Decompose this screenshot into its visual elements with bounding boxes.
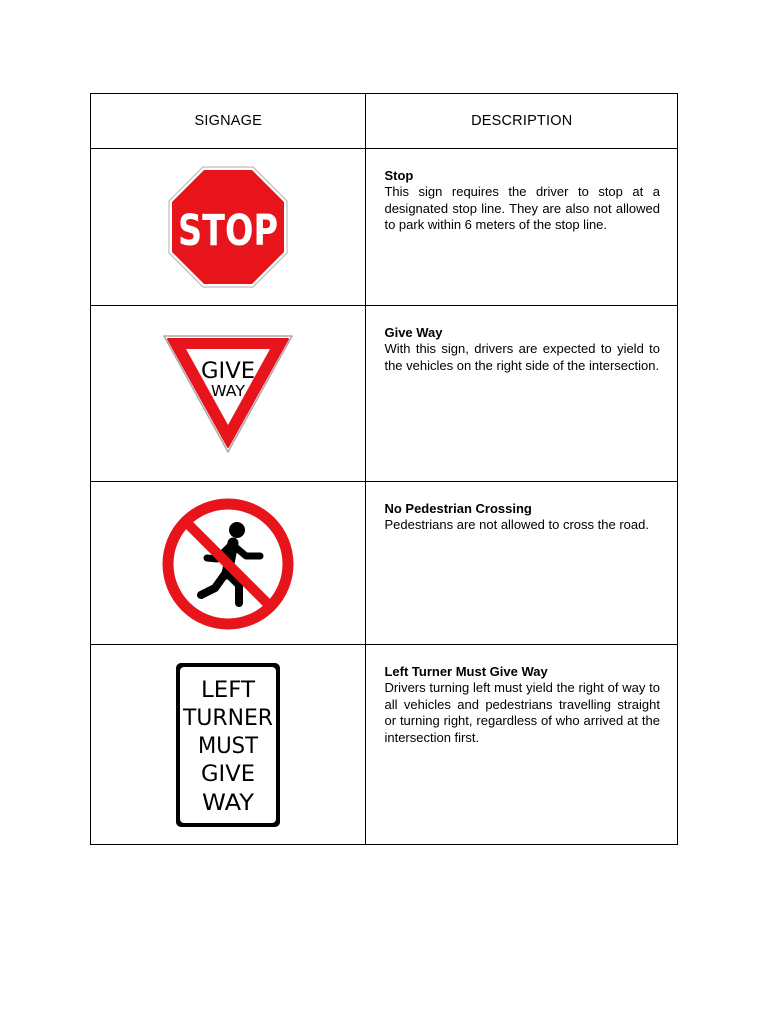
- left-turner-sign-line: LEFT: [201, 678, 256, 703]
- left-turner-sign-line: MUST: [198, 734, 259, 759]
- signage-table: [90, 93, 678, 845]
- give-way-sign-text-give: GIVE: [201, 359, 256, 384]
- description-body: This sign requires the driver to stop at a designated stop line. They are also not allowed to park within 6 meters of the stop line.: [384, 184, 660, 233]
- table-header-row: [91, 94, 678, 149]
- description-title: No Pedestrian Crossing: [384, 501, 532, 516]
- description-title: Give Way: [384, 325, 443, 340]
- signage-cell: [91, 482, 366, 645]
- signage-cell: [91, 306, 366, 482]
- signage-column-header: SIGNAGE: [91, 94, 366, 149]
- left-turner-sign-line: TURNER: [182, 706, 274, 731]
- signage-cell: [91, 645, 366, 845]
- stop-sign-text: STOP: [178, 206, 279, 256]
- give-way-sign-icon: [162, 332, 294, 454]
- left-turner-sign-line: WAY: [202, 791, 255, 816]
- description-title: Stop: [384, 168, 414, 183]
- description-cell: [366, 149, 678, 306]
- stop-sign-icon: [168, 166, 288, 288]
- description-body: With this sign, drivers are expected to yield to the vehicles on the right side of the intersection.: [384, 341, 660, 373]
- table-row: [91, 149, 678, 306]
- give-way-sign-text-way: WAY: [211, 382, 247, 400]
- no-pedestrian-crossing-sign-icon: [165, 499, 291, 629]
- table-row: [91, 645, 678, 845]
- left-turner-must-give-way-sign-icon: [175, 662, 281, 828]
- description-column-header: DESCRIPTION: [366, 94, 678, 149]
- description-cell: [366, 306, 678, 482]
- description-title: Left Turner Must Give Way: [384, 664, 548, 679]
- description-cell: [366, 645, 678, 845]
- description-cell: [366, 482, 678, 645]
- description-body: Pedestrians are not allowed to cross the road.: [384, 517, 649, 533]
- left-turner-sign-line: GIVE: [201, 762, 256, 787]
- signage-cell: [91, 149, 366, 306]
- description-body: Drivers turning left must yield the right of way to all vehicles and pedestrians travelling straight or turning right, regardless of who arrived at the intersection first.: [384, 680, 660, 745]
- table-row: [91, 482, 678, 645]
- table-row: [91, 306, 678, 482]
